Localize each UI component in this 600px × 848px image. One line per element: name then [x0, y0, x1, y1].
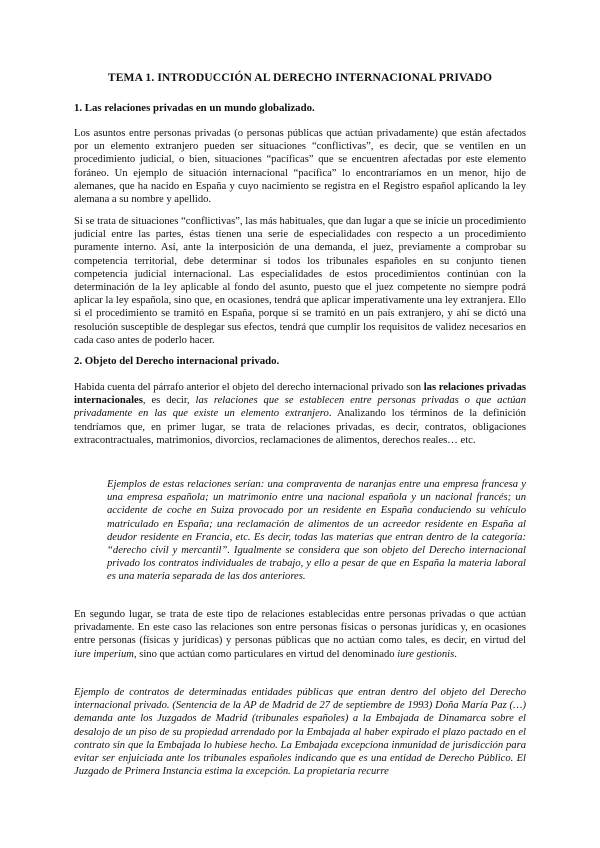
- paragraph-2: Si se trata de situaciones “conflictivas”, las más habituales, que dan lugar a que se inicie un procedimiento judicial entre las partes, éstas tienen una serie de especialidades con respecto a un procedimiento puramente interno. Así, ante la interposición de una demanda, el juez, previamente a comprobar su competencia territorial, debe determinar si todos los tribunales españoles en su conjunto tienen competencia judicial internacional. Las especialidades de estos procedimientos continúan con la determinación de la ley aplicable al fondo del asunto, puesto que el juez competente no siempre podrá aplicar la ley española, sino que, en ocasiones, tendrá que aplicar imperativamente una ley extranjera. Ello si el procedimiento se tramitó en España, porque si se tramitó en un país extranjero, y ahí se dictó una resolución susceptible de desplegar sus efectos, tendrá que cumplir los requisitos de validez necesarios en cada caso antes de poderlo hacer.: [74, 216, 526, 346]
- paragraph-4-italic-1: iure imperium: [74, 648, 134, 660]
- example-quote: Ejemplos de estas relaciones serían: una compraventa de naranjas entre una empresa francesa y una empresa española; un matrimonio entre una nacional española y un nacional francés; un accidente de coche en Suiza provocado por un residente en España conduciendo su vehículo matriculado en España; una reclamación de alimentos de un acreedor residente en España al deudor residente en Francia, etc. Es decir, todas las materias que entran dentro de la categoría: “derecho civil y mercantil”. Igualmente se considera que son objeto del Derecho internacional privado los contratos individuales de trabajo, y ello a pesar de que en España la materia laboral es una materia separada de las dos anteriores.: [107, 479, 526, 583]
- paragraph-5: Ejemplo de contratos de determinadas entidades públicas que entran dentro del objeto del Derecho internacional privado. (Sentencia de la AP de Madrid de 27 de septiembre de 1993) Doña María Paz (…) demanda ante los Juzgados de Madrid (tribunales españoles) a la Embajada de Dinamarca sobre el desalojo de un piso de su propiedad arrendado por la Embajada al haber expirado el plazo pactado en el contrato sin que la Embajada lo hubiese hecho. La Embajada excepciona inmunidad de jurisdicción para evitar ser enjuiciada ante los tribunales españoles indicando que es una entidad de Derecho Público. El Juzgado de Primera Instancia estima la excepción. La propietaria recurre: [74, 687, 526, 778]
- paragraph-4-italic-2: iure gestionis: [397, 648, 455, 660]
- paragraph-4-text-c: .: [454, 648, 457, 660]
- paragraph-3-text-c: . Analizando los términos de la definición tendríamos que, en primer lugar, se trata de relaciones privadas, es decir, contratos, obligaciones extracontractuales, matrimonios, divorcios, reclamaciones de alimentos, derechos reales… etc.: [74, 408, 526, 446]
- paragraph-3-text-b: , es decir,: [142, 395, 196, 407]
- paragraph-3-text-a: Habida cuenta del párrafo anterior el objeto del derecho internacional privado son: [74, 382, 424, 393]
- paragraph-3-italic: las relaciones que se establecen entre personas privadas o que actúan privadamente en las que existe un elemento extranjero: [74, 395, 526, 420]
- paragraph-4-text-a: En segundo lugar, se trata de este tipo de relaciones establecidas entre personas privadas o que actúan privadamente. En este caso las relaciones son entre personas físicas o personas jurídicas y, en ocasiones entre personas (físicas y jurídicas) y personas públicas que no actúan como tales, es decir, en virtud del: [74, 609, 526, 647]
- paragraph-1: Los asuntos entre personas privadas (o personas públicas que actúan privadamente) que están afectados por un elemento extranjero pueden ser situaciones “conflictivas”, es decir, que se ventilen en un procedimiento judicial, o bien, situaciones “pacíficas” que se encuentren afectadas por este elemento foráneo. Un ejemplo de situación internacional “pacífica” lo encontraríamos en un menor, hijo de alemanes, que ha nacido en España y cuyo nacimiento se registra en el Registro español aplicando la ley alemana a su nombre y apellido.: [74, 128, 526, 206]
- paragraph-3-bold: las relaciones privadas internacionales: [74, 382, 526, 407]
- page-title: TEMA 1. INTRODUCCIÓN AL DERECHO INTERNACIONAL PRIVADO: [107, 71, 493, 84]
- section-heading-2: 2. Objeto del Derecho internacional privado.: [74, 355, 280, 367]
- paragraph-4: [74, 608, 526, 661]
- paragraph-3: [74, 381, 526, 447]
- section-heading-1: 1. Las relaciones privadas en un mundo globalizado.: [74, 102, 315, 114]
- paragraph-4-text-b: , sino que actúan como particulares en virtud del denominado: [133, 648, 398, 660]
